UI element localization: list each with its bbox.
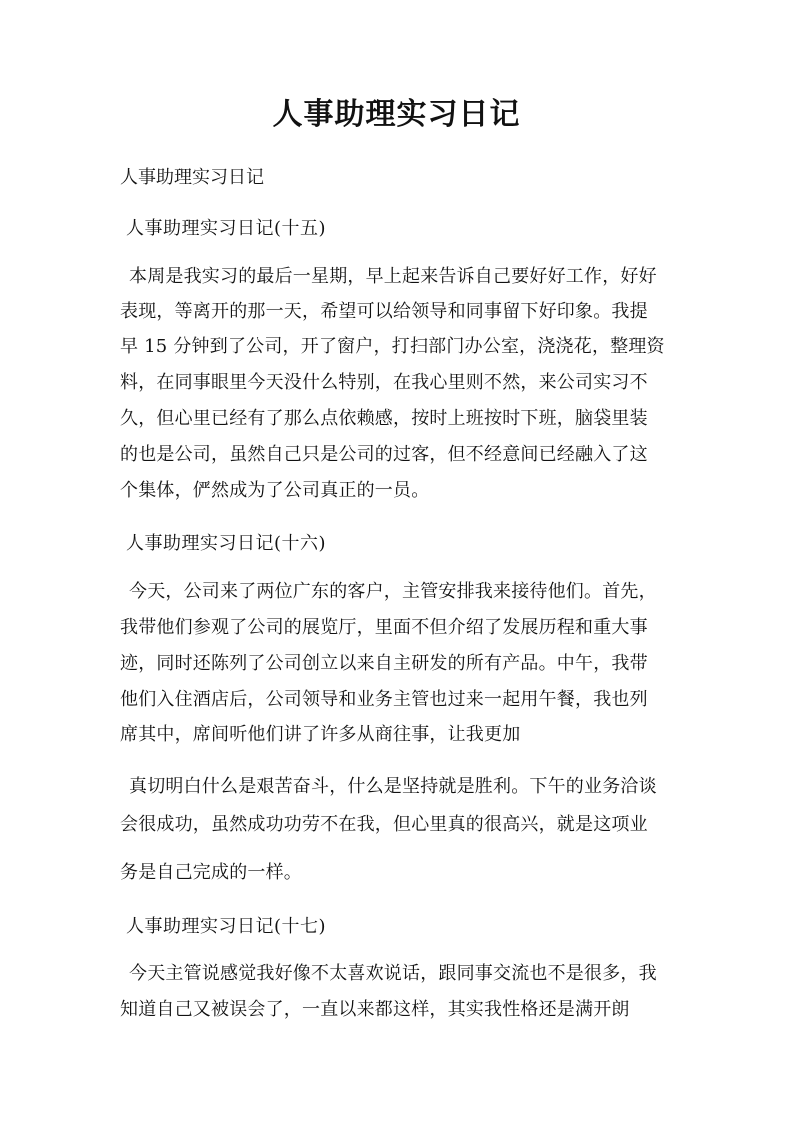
paragraph-line: 早 15 分钟到了公司，开了窗户，打扫部门办公室，浇浇花，整理资 bbox=[120, 336, 665, 357]
document-title: 人事助理实习日记 bbox=[272, 97, 521, 132]
paragraph-line: 今天主管说感觉我好像不太喜欢说话，跟同事交流也不是很多，我 bbox=[129, 963, 657, 984]
paragraph-line: 知道自己又被误会了，一直以来都这样，其实我性格还是满开朗 bbox=[120, 999, 630, 1020]
paragraph-line: 真切明白什么是艰苦奋斗，什么是坚持就是胜利。下午的业务洽谈 bbox=[129, 776, 657, 797]
paragraph-line: 今天，公司来了两位广东的客户，主管安排我来接待他们。首先， bbox=[129, 581, 657, 602]
document-subtitle: 人事助理实习日记 bbox=[120, 167, 264, 188]
paragraph-line: 的也是公司，虽然自己只是公司的过客，但不经意间已经融入了这 bbox=[120, 444, 648, 465]
paragraph-line: 久，但心里已经有了那么点依赖感，按时上班按时下班，脑袋里装 bbox=[120, 408, 648, 429]
paragraph-line: 表现，等离开的那一天，希望可以给领导和同事留下好印象。我提 bbox=[120, 301, 648, 322]
paragraph-line: 会很成功，虽然成功功劳不在我，但心里真的很高兴，就是这项业 bbox=[120, 814, 648, 835]
paragraph-line: 务是自己完成的一样。 bbox=[120, 862, 302, 883]
paragraph-line: 料，在同事眼里今天没什么特别，在我心里则不然，来公司实习不 bbox=[120, 372, 648, 393]
paragraph-line: 我带他们参观了公司的展览厅，里面不但介绍了发展历程和重大事 bbox=[120, 617, 648, 638]
paragraph-line: 席其中，席间听他们讲了许多从商往事，让我更加 bbox=[120, 724, 521, 745]
section-heading-16: 人事助理实习日记(十六) bbox=[126, 533, 327, 554]
section-heading-15: 人事助理实习日记(十五) bbox=[126, 218, 327, 239]
paragraph-line: 个集体，俨然成为了公司真正的一员。 bbox=[120, 480, 430, 501]
paragraph-line: 本周是我实习的最后一星期，早上起来告诉自己要好好工作，好好 bbox=[129, 266, 657, 287]
paragraph-line: 迹，同时还陈列了公司创立以来自主研发的所有产品。中午，我带 bbox=[120, 653, 648, 674]
paragraph-line: 他们入住酒店后，公司领导和业务主管也过来一起用午餐，我也列 bbox=[120, 689, 648, 710]
section-heading-17: 人事助理实习日记(十七) bbox=[126, 916, 327, 937]
